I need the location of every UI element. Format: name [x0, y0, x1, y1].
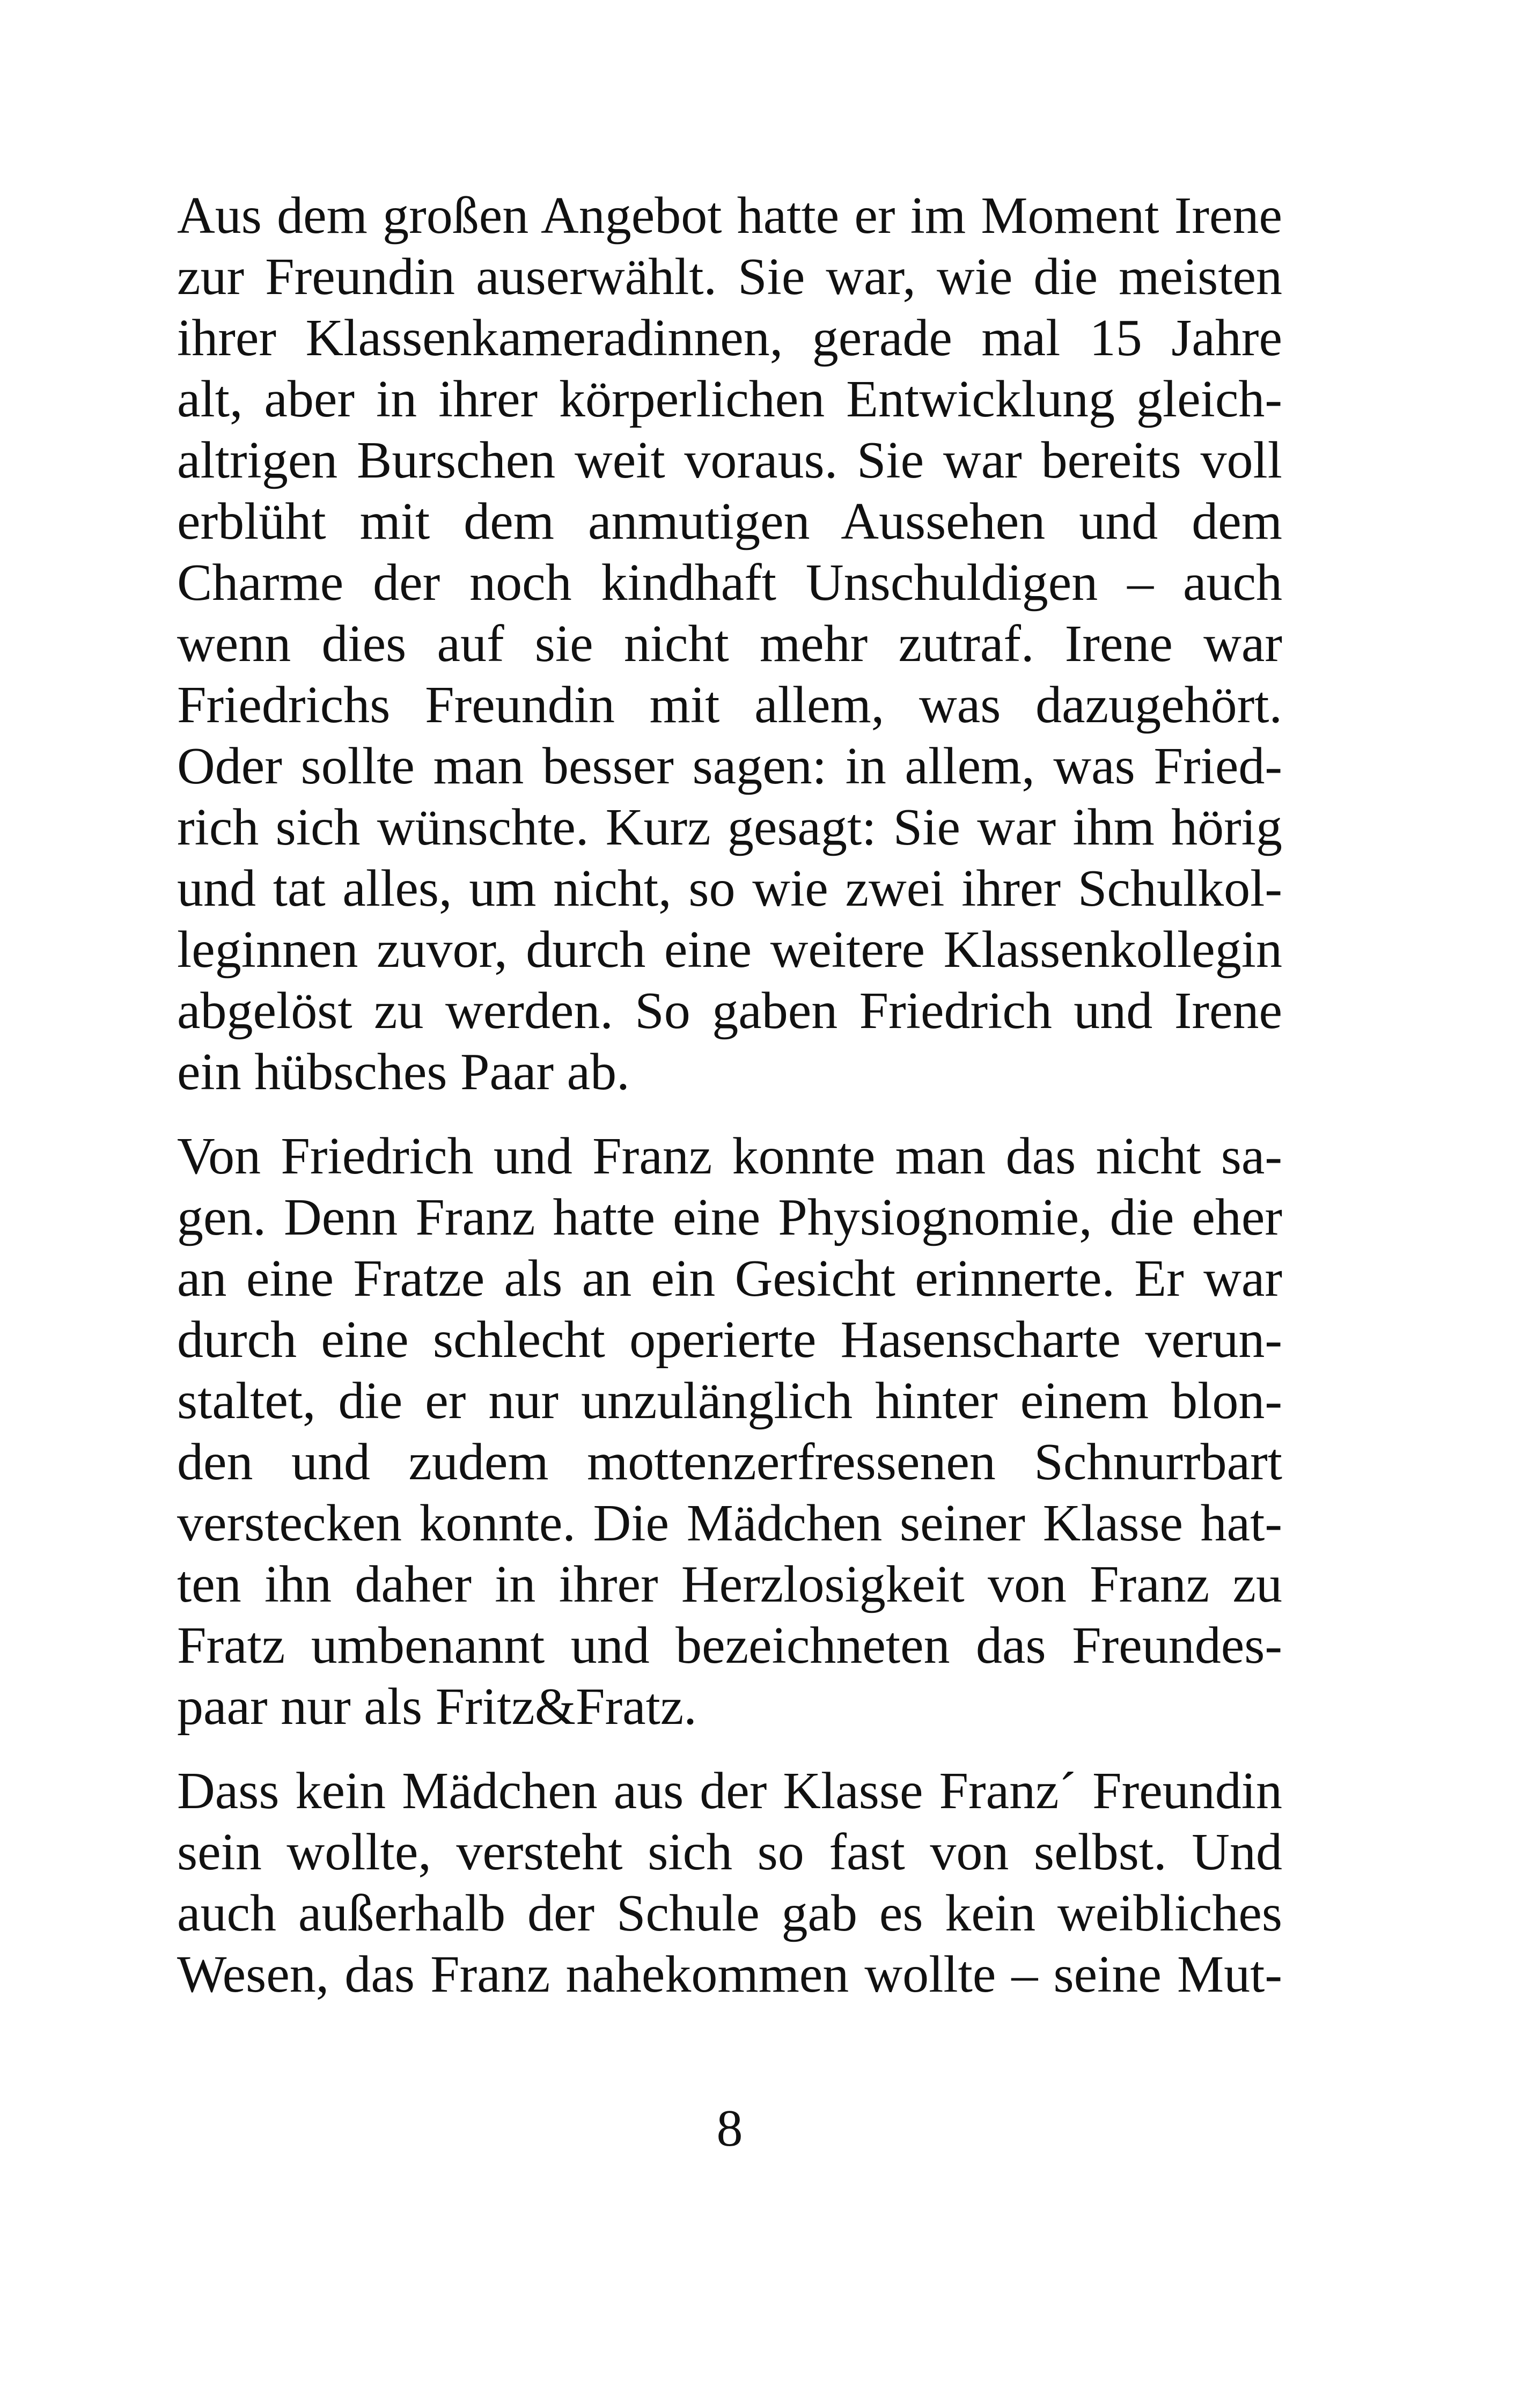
- page-number: 8: [716, 2099, 743, 2157]
- text-line: auch außerhalb der Schule gab es kein weibliches: [177, 1884, 1282, 1942]
- text-line: Dass kein Mädchen aus der Klasse Franz´ Freundin: [177, 1762, 1282, 1820]
- text-line: staltet, die er nur unzulänglich hinter einem blon-: [177, 1372, 1282, 1430]
- text-line: Friedrichs Freundin mit allem, was dazugehört.: [177, 676, 1282, 734]
- paragraph-spacer: [177, 1737, 1282, 1760]
- text-line: leginnen zuvor, durch eine weitere Klassenkollegin: [177, 921, 1282, 979]
- text-line: zur Freundin auserwählt. Sie war, wie die meisten: [177, 248, 1282, 306]
- text-line: Oder sollte man besser sagen: in allem, was Fried-: [177, 737, 1282, 795]
- text-line: erblüht mit dem anmutigen Aussehen und dem: [177, 493, 1282, 550]
- text-line: und tat alles, um nicht, so wie zwei ihrer Schulkol-: [177, 860, 1282, 917]
- text-line: ihrer Klassenkameradinnen, gerade mal 15 Jahre: [177, 309, 1282, 367]
- text-line: Fratz umbenannt und bezeichneten das Freundes-: [177, 1617, 1282, 1675]
- text-line: Wesen, das Franz nahekommen wollte – seine Mut-: [177, 1946, 1282, 2003]
- text-line: ein hübsches Paar ab.: [177, 1043, 630, 1101]
- paragraph-3: [177, 1760, 1282, 2005]
- text-line: alt, aber in ihrer körperlichen Entwicklung gleich-: [177, 370, 1282, 428]
- text-line: verstecken konnte. Die Mädchen seiner Klasse hat-: [177, 1494, 1282, 1552]
- text-line: abgelöst zu werden. So gaben Friedrich und Irene: [177, 982, 1282, 1040]
- text-line: an eine Fratze als an ein Gesicht erinnerte. Er war: [177, 1250, 1282, 1308]
- body-text: [177, 185, 1282, 2005]
- text-line: paar nur als Fritz&Fratz.: [177, 1678, 697, 1736]
- text-line: durch eine schlecht operierte Hasenscharte verun-: [177, 1311, 1282, 1369]
- paragraph-1: [177, 185, 1282, 1103]
- text-line: den und zudem mottenzerfressenen Schnurrbart: [177, 1433, 1282, 1491]
- text-line: sein wollte, versteht sich so fast von selbst. Und: [177, 1823, 1282, 1881]
- text-line: Charme der noch kindhaft Unschuldigen – auch: [177, 554, 1282, 612]
- text-line: wenn dies auf sie nicht mehr zutraf. Irene war: [177, 615, 1282, 673]
- text-line: Von Friedrich und Franz konnte man das nicht sa-: [177, 1127, 1282, 1185]
- text-line: Aus dem großen Angebot hatte er im Moment Irene: [177, 187, 1282, 245]
- text-line: rich sich wünschte. Kurz gesagt: Sie war ihm hörig: [177, 798, 1282, 856]
- text-line: altrigen Burschen weit voraus. Sie war bereits voll: [177, 431, 1282, 489]
- paragraph-spacer: [177, 1103, 1282, 1126]
- text-line: gen. Denn Franz hatte eine Physiognomie, die eher: [177, 1188, 1282, 1246]
- paragraph-2: [177, 1126, 1282, 1737]
- text-line: ten ihn daher in ihrer Herzlosigkeit von Franz zu: [177, 1555, 1282, 1613]
